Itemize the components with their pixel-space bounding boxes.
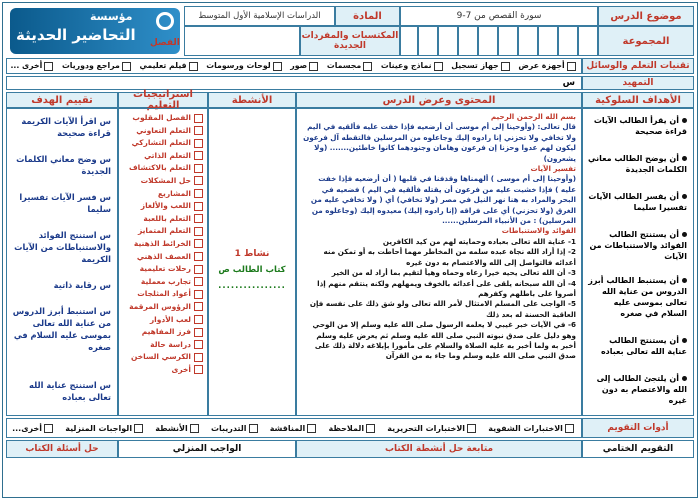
assessment-options — [6, 418, 582, 438]
resource-option[interactable]: لوحات ورسومات — [206, 61, 283, 71]
homework-label: الواجب المنزلي — [118, 440, 296, 458]
group-cell[interactable] — [498, 26, 518, 56]
resource-option[interactable]: فيلم تعليمي — [140, 61, 200, 71]
resource-option[interactable]: نماذج وعينات — [381, 61, 445, 71]
strategy-item[interactable]: التعلم بالاكتشاف — [123, 162, 203, 175]
col-strategies-header: استراتيجيات التعليم — [118, 92, 208, 108]
assessment-option[interactable]: التدريبات — [211, 424, 260, 433]
acquisitions-value[interactable] — [184, 26, 300, 56]
activity-value: كتاب الطالب ص — [218, 265, 286, 275]
content-cell — [296, 108, 582, 416]
group-cell[interactable] — [438, 26, 458, 56]
goal-item: أن يوضح الطالب معاني الكلمات الجديدة — [587, 154, 687, 174]
eval-item: س وضح معاني الكلمات الجديدة — [16, 154, 111, 176]
basmala: بسم الله الرحمن الرحيم — [490, 112, 576, 121]
strategies-cell — [118, 108, 208, 416]
group-cell[interactable] — [458, 26, 478, 56]
tafsir-text: (وأوحينا إلى أم موسى ) ألهمناها وقذفنا في قلبها ( أن أرضعيه فإذا خفت عليه ) فإذا خشيت عليه من فرعون أن يقتله فألقيه في اليم ) فضعيه في البحر والمراد به هنا نهر النيل في مصر (ولا تخافي) أي ( ولا تخافي عليه من الغرق (ولا تحزني) أي على فراقه (إنا رادوه إليك) معيدوه إليك (وجاعلوه من المرسلين) : من الأنبياء المرسلين...... — [310, 174, 576, 226]
tafsir-title: تفسير الآيات — [530, 164, 576, 174]
benefit-item: 3- أن الله تعالى يحيه خيرا رعاه وحماه وهيأ لتقيم بما أراد له من الخير — [331, 268, 576, 278]
assessment-option[interactable]: المناقشة — [270, 424, 319, 433]
col-content-header: المحتوى وعرض الدرس — [296, 92, 582, 108]
benefit-item: 4- أن الله سبحانه يلقى على أعدائه بالخوف ويمهلهم ولكنه ينتقم منهم إذا أصروا على باطلهم وكفرهم — [317, 278, 576, 298]
logo-glasses-icon — [156, 12, 174, 30]
logo-area — [6, 6, 184, 56]
benefits-title: الفوائد والاستنباطات — [501, 226, 576, 236]
assessment-option[interactable]: الاختبارات التحريرية — [387, 424, 478, 433]
strategy-item[interactable]: أخرى — [123, 364, 203, 377]
lesson-topic-label: موضوع الدرس — [598, 6, 694, 26]
subject-label: المادة — [335, 6, 400, 26]
group-cell[interactable] — [418, 26, 438, 56]
benefit-item: 2- إذا أراد الله نجاة عبده سلمه من المخاطر مهما أحاطت به أو تمكن منه أعدائه فالتواصل إلى الله والاعتصام به دون غيره — [323, 247, 576, 267]
group-label: المجموعة — [598, 26, 694, 56]
activities-cell — [208, 108, 296, 416]
strategy-item[interactable]: التعلم الذاتي — [123, 150, 203, 163]
benefit-item: 1- عناية الله تعالى بعباده وحمايته لهم من كيد الكافرين — [382, 236, 576, 246]
assessment-label: أدوات التقويم — [582, 418, 694, 438]
group-cell[interactable] — [538, 26, 558, 56]
eval-item: س اقرأ الآيات الكريمة قراءة صحيحة — [21, 116, 111, 138]
strategy-item[interactable]: اللعب والألغاز — [123, 200, 203, 213]
assessment-option[interactable]: الواجبات المنزلية — [65, 424, 145, 433]
intro-value[interactable]: س — [6, 76, 582, 90]
solve-cell: حل أسئلة الكتاب — [6, 440, 118, 458]
strategy-item[interactable]: فرز المفاهيم — [123, 326, 203, 339]
resource-option[interactable]: مراجع ودوريات — [62, 61, 133, 71]
goal-item: أن يستنتج الطالب عناية الله تعالى بعباده — [600, 336, 687, 356]
strategy-item[interactable]: التعلم التعاوني — [123, 125, 203, 138]
group-cell[interactable] — [478, 26, 498, 56]
eval-item: س استنتج عناية الله تعالى بعباده — [29, 380, 111, 402]
subject-value[interactable]: الدراسات الإسلامية الأول المتوسط — [184, 6, 335, 26]
strategy-item[interactable]: المشاريع — [123, 188, 203, 201]
goal-item: أن يستنتج الطالب الفوائد والاستنباطات من الآيات — [589, 230, 687, 261]
final-eval-label: التقويم الختامي — [582, 440, 694, 458]
assessment-option[interactable]: الأنشطة — [155, 424, 201, 433]
col-goals-header: الأهداف السلوكية — [582, 92, 694, 108]
strategy-item[interactable]: الكرسي الساخن — [123, 351, 203, 364]
strategy-item[interactable]: التعلم المتمايز — [123, 225, 203, 238]
col-activities-header: الأنشطة — [208, 92, 296, 108]
eval-item: س استنتج الفوائد والاستنباطات من الآيات الكريمة — [14, 230, 111, 264]
assessment-option[interactable]: الاختبارات الشفوية — [488, 424, 576, 433]
group-cell[interactable] — [578, 26, 598, 56]
resource-option[interactable]: صور — [290, 61, 320, 71]
strategy-item[interactable]: رحلات تعليمية — [123, 263, 203, 276]
evaluation-cell — [6, 108, 118, 416]
group-cell[interactable] — [558, 26, 578, 56]
activity-label: نشاط 1 — [234, 249, 270, 259]
strategy-item[interactable]: الرؤوس المرقمة — [123, 301, 203, 314]
assessment-option[interactable]: أخرى... — [12, 424, 55, 433]
strategy-item[interactable]: التعلم التشاركي — [123, 137, 203, 150]
goals-cell — [582, 108, 694, 416]
goal-item: أن يقرأ الطالب الآيات قراءة صحيحة — [593, 116, 687, 136]
goal-item: أن يستنبط الطالب أبرز الدروس من عناية الله تعالى بموسى عليه السلام في صغره — [588, 276, 687, 318]
strategy-item[interactable]: الخرائط الذهنية — [123, 238, 203, 251]
eval-item: س استنبط أبرز الدروس من عناية الله تعالى بموسى عليه السلام في صغره — [12, 306, 111, 352]
resource-option[interactable]: أخرى ... — [10, 61, 55, 71]
eval-item: س فسر الآيات تفسيرا سليما — [19, 192, 111, 214]
intro-label: التمهيد — [582, 76, 694, 90]
group-cell[interactable] — [518, 26, 538, 56]
strategy-item[interactable]: لعب الأدوار — [123, 314, 203, 327]
eval-item: س رقابة ذاتية — [53, 280, 111, 290]
strategy-item[interactable]: التعلم باللعبة — [123, 213, 203, 226]
strategy-item[interactable]: حل المشكلات — [123, 175, 203, 188]
assessment-option[interactable]: الملاحظة — [328, 424, 377, 433]
class-label: الفصل — [150, 38, 180, 48]
col-evaluation-header: تقييم الهدف — [6, 92, 118, 108]
group-cell[interactable] — [400, 26, 418, 56]
verse-block: قال تعالى: (وأوحينا إلى أم موسى أن أرضعيه فإذا خفت عليه فألقيه في اليم ولا تخافي ولا تحزني إنا رادوه إليك وجاعلوه من المرسلين فالتقطه آل فرعون ليكون لهم عدوا وحزنا إن فرعون وهامان وجنودهما كانوا خاطئين....... (ولا يشعرون) — [303, 122, 576, 163]
strategy-item[interactable]: تجارب معملية — [123, 276, 203, 289]
acquisitions-label: المكتسبات والمفردات الجديدة — [300, 26, 400, 56]
strategy-item[interactable]: الفصل المقلوب — [123, 112, 203, 125]
strategy-item[interactable]: العصف الذهني — [123, 251, 203, 264]
resource-option[interactable]: أجهزة عرض — [518, 61, 577, 71]
resource-option[interactable]: جهاز تسجيل — [451, 61, 512, 71]
resource-option[interactable]: مجسمات — [327, 61, 374, 71]
goal-item: أن يفسر الطالب الآيات تفسيرا سليما — [588, 192, 687, 212]
strategy-item[interactable]: أعواد المثلجات — [123, 288, 203, 301]
activity-dots: ................ — [218, 281, 286, 291]
logo-line1: مؤسسة — [90, 10, 133, 23]
lesson-topic-value[interactable]: سورة القصص من 7-9 — [400, 6, 598, 26]
benefit-item: 6- في الآيات خبر غيبي لا يعلمه الرسول صلى الله عليه وسلم إلا من الوحي وهو دليل على صدق نبوته النبي صلى الله عليه وسلم ثم يعرض عليه وسلم أخبر به ولما أخبر به عليه الصلاة والسلام على مأمورا بإبلاغه دلالة ذلك على صدق النبي صلى الله عليه وسلم وما جاء به من القرآن — [312, 320, 576, 361]
resources-label: تقنيات التعلم والوسائل — [582, 58, 694, 74]
resources-options — [6, 58, 582, 74]
logo-line2: التحاضير الحديثة — [16, 26, 136, 44]
benefit-item: 5- الواجب على المسلم الامتثال لأمر الله تعالى ولو شق ذلك على نفسه فإن العاقبة الحسنة له بعد ذلك — [309, 299, 576, 319]
goal-item: أن يلتجئ الطالب إلى الله والاعتصام به دون غيره — [596, 374, 687, 405]
strategy-item[interactable]: دراسة حالة — [123, 339, 203, 352]
follow-up-cell: متابعة حل أنشطة الكتاب — [296, 440, 582, 458]
